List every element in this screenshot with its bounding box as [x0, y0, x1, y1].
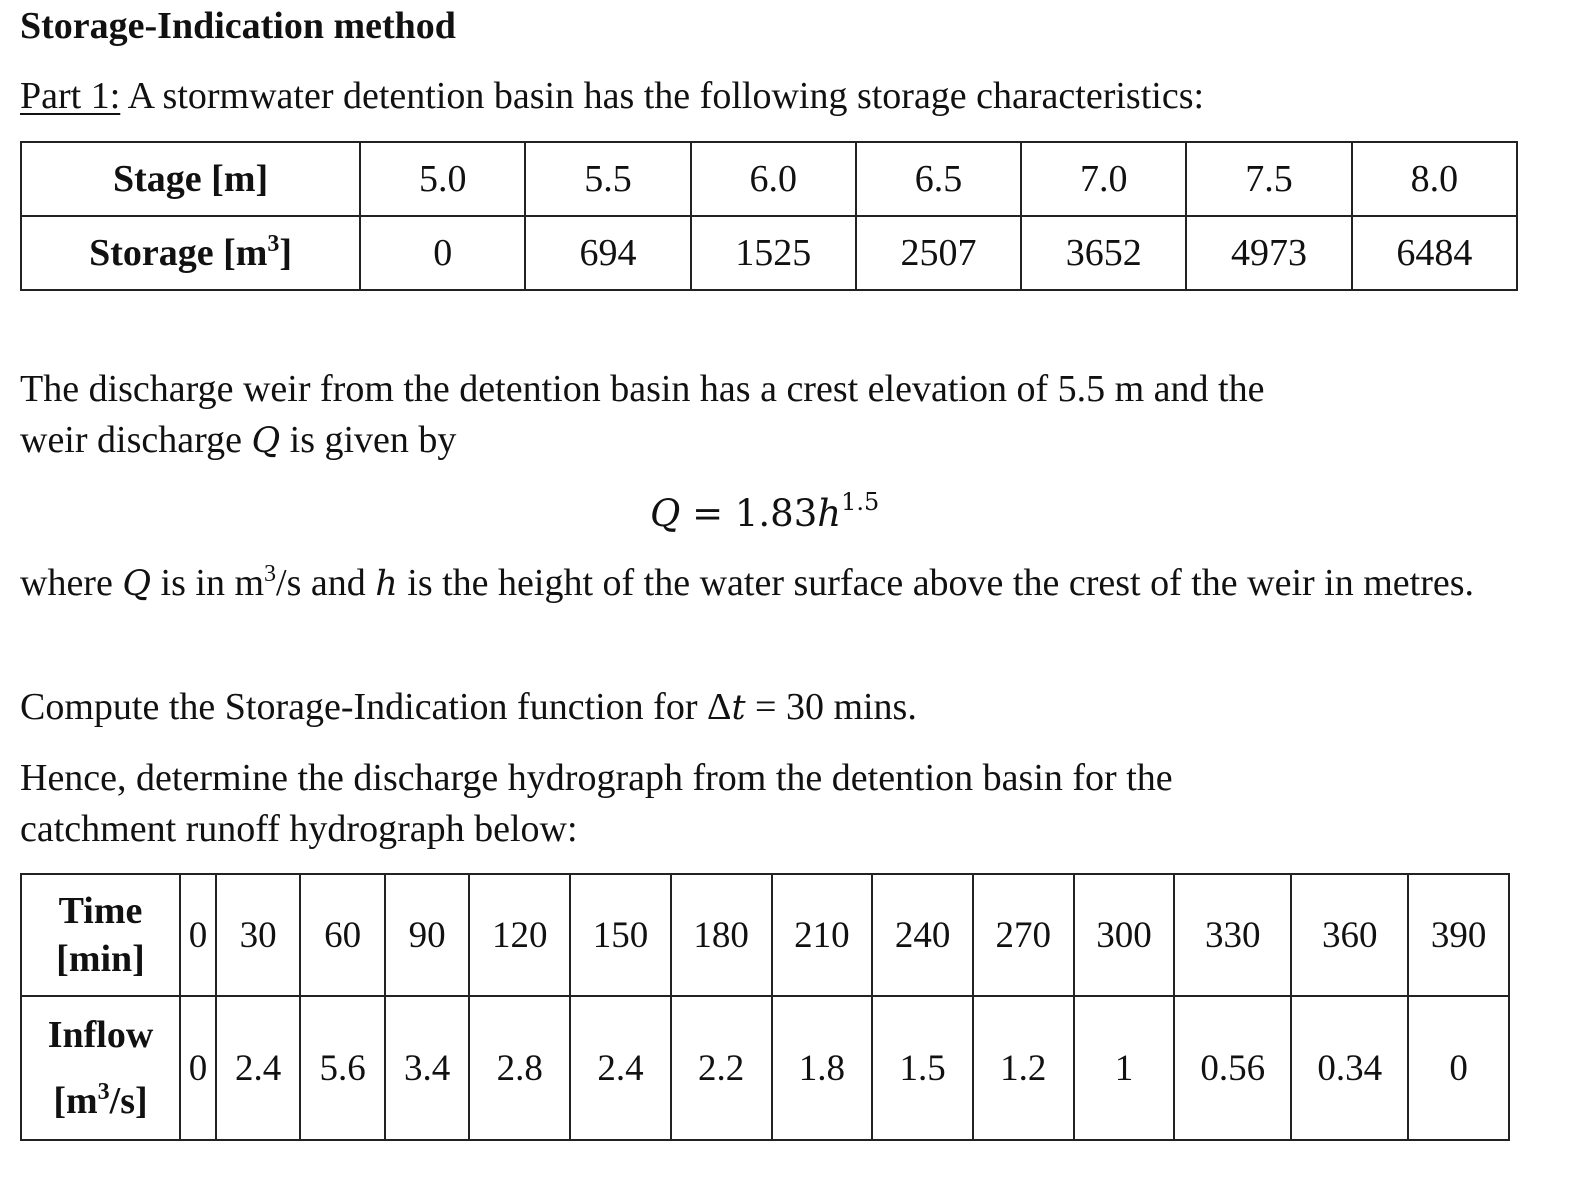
time-cell: 240	[872, 874, 973, 996]
time-cell: 0	[180, 874, 216, 996]
time-row	[21, 874, 1509, 996]
part-label: Part 1:	[20, 75, 121, 117]
storage-cell: 0	[360, 216, 525, 290]
inflow-cell: 2.4	[570, 996, 671, 1140]
stage-cell: 5.5	[525, 142, 690, 216]
compute-paragraph: Compute the Storage-Indication function for Δt = 30 mins.	[20, 686, 917, 728]
inflow-cell: 5.6	[300, 996, 385, 1140]
time-cell: 390	[1408, 874, 1509, 996]
stage-cell: 7.0	[1021, 142, 1186, 216]
inflow-cell: 0.56	[1174, 996, 1291, 1140]
inflow-cell: 3.4	[385, 996, 470, 1140]
part-text: A stormwater detention basin has the following storage characteristics:	[120, 75, 1205, 117]
time-cell: 270	[973, 874, 1074, 996]
where-paragraph: where Q is in $m^3/s$ and h is the height of the water surface above the crest of the weir in metres.	[20, 561, 1475, 604]
inflow-cell: 1	[1074, 996, 1175, 1140]
hydrograph-table	[20, 873, 1510, 1141]
weir-equation: $Q = 1.83h^{1.5}$	[650, 488, 880, 535]
time-cell: 300	[1074, 874, 1175, 996]
time-cell: 150	[570, 874, 671, 996]
inflow-cell: 2.4	[216, 996, 301, 1140]
weir-paragraph: The discharge weir from the detention basin has a crest elevation of 5.5 m and the weir discharge Q is given by	[20, 368, 1265, 461]
time-cell: 90	[385, 874, 470, 996]
stage-cell: 6.0	[691, 142, 856, 216]
page-title: Storage-Indication method	[20, 5, 456, 47]
time-cell: 120	[469, 874, 570, 996]
storage-cell: 3652	[1021, 216, 1186, 290]
inflow-cell: 1.2	[973, 996, 1074, 1140]
hence-paragraph: Hence, determine the discharge hydrograph from the detention basin for the catchment runoff hydrograph below:	[20, 757, 1173, 850]
stage-cell: 7.5	[1186, 142, 1351, 216]
storage-row	[21, 216, 1517, 290]
storage-cell: 4973	[1186, 216, 1351, 290]
storage-table	[20, 141, 1518, 291]
storage-cell: 1525	[691, 216, 856, 290]
inflow-row	[21, 996, 1509, 1140]
stage-cell: 5.0	[360, 142, 525, 216]
time-cell: 60	[300, 874, 385, 996]
inflow-cell: 2.2	[671, 996, 772, 1140]
stage-header: Stage [m]	[21, 142, 360, 216]
part-intro	[20, 74, 1204, 118]
storage-cell: 6484	[1352, 216, 1517, 290]
storage-cell: 694	[525, 216, 690, 290]
inflow-header: Inflow $[m^3/s]$	[21, 996, 180, 1140]
time-cell: 360	[1291, 874, 1408, 996]
inflow-cell: 0.34	[1291, 996, 1408, 1140]
inflow-cell: 0	[1408, 996, 1509, 1140]
inflow-cell: 1.8	[772, 996, 873, 1140]
time-cell: 180	[671, 874, 772, 996]
inflow-cell: 0	[180, 996, 216, 1140]
stage-cell: 8.0	[1352, 142, 1517, 216]
storage-header: Storage $[m^3]$	[21, 216, 360, 290]
stage-row	[21, 142, 1517, 216]
time-cell: 330	[1174, 874, 1291, 996]
inflow-cell: 1.5	[872, 996, 973, 1140]
time-cell: 30	[216, 874, 301, 996]
storage-cell: 2507	[856, 216, 1021, 290]
time-cell: 210	[772, 874, 873, 996]
inflow-cell: 2.8	[469, 996, 570, 1140]
time-header: Time [min]	[21, 874, 180, 996]
stage-cell: 6.5	[856, 142, 1021, 216]
